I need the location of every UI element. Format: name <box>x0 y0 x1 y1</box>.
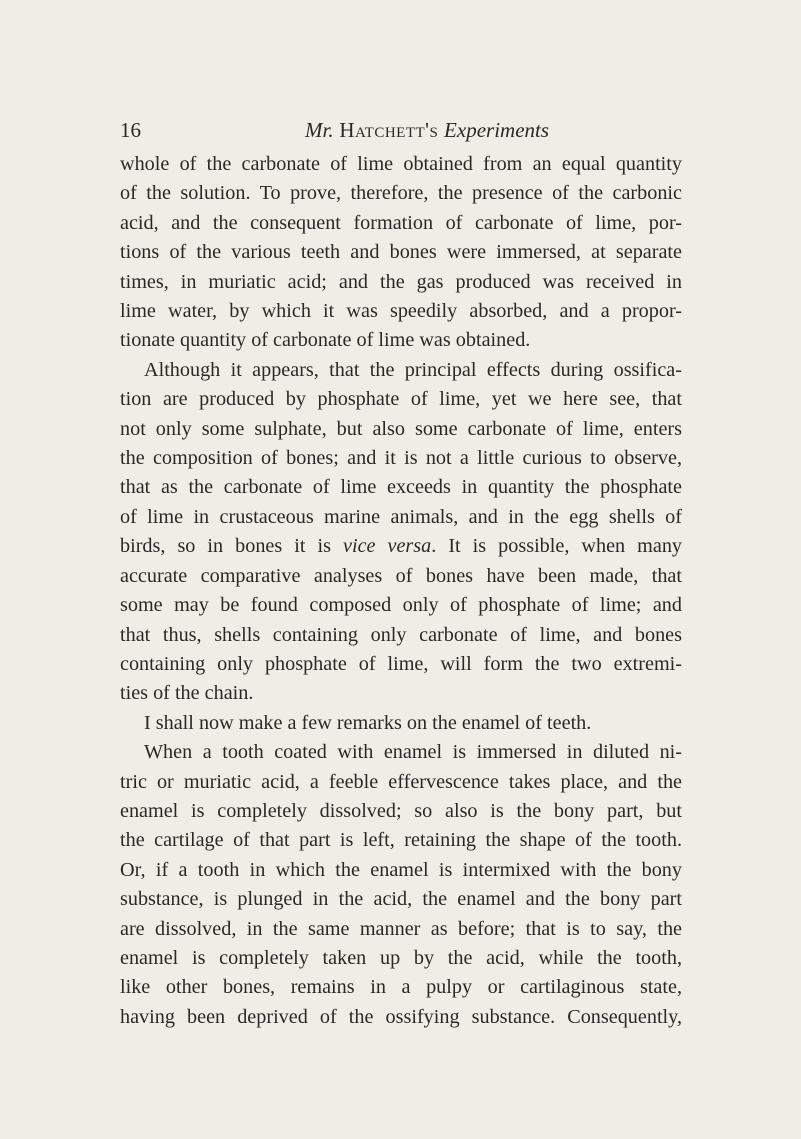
text-line: the cartilage of that part is left, retaining the shape of the tooth. <box>120 829 682 852</box>
text-line: When a tooth coated with enamel is immersed in diluted ni- <box>144 741 682 764</box>
text-line: of the solution. To prove, therefore, the presence of the carbonic <box>120 182 682 205</box>
text-line: I shall now make a few remarks on the enamel of teeth. <box>144 711 592 734</box>
text-line: not only some sulphate, but also some carbonate of lime, enters <box>120 417 682 440</box>
title-suffix: Experiments <box>444 118 550 142</box>
text-line: are dissolved, in the same manner as before; that is to say, the <box>120 917 682 940</box>
running-title <box>305 118 549 143</box>
text-line: that as the carbonate of lime exceeds in quantity the phosphate <box>120 476 682 499</box>
text-line: Or, if a tooth in which the enamel is intermixed with the bony <box>120 858 682 881</box>
text-segment: birds, so in bones it is <box>120 535 343 558</box>
text-line: having been deprived of the ossifying substance. Consequently, <box>120 1005 682 1028</box>
text-line: Although it appears, that the principal effects during ossifica- <box>144 358 682 381</box>
running-head <box>120 118 680 148</box>
text-line: ties of the chain. <box>120 682 254 705</box>
italic-phrase: vice versa <box>343 535 432 558</box>
text-line: tions of the various teeth and bones were immersed, at separate <box>120 241 682 264</box>
text-line: acid, and the consequent formation of carbonate of lime, por- <box>120 211 682 234</box>
text-segment: . It is possible, when many <box>431 535 683 558</box>
text-line: some may be found composed only of phosphate of lime; and <box>120 594 682 617</box>
title-prefix: Mr. <box>305 118 334 142</box>
title-name: Hatchett's <box>333 118 445 142</box>
page-number: 16 <box>120 118 141 142</box>
text-line: enamel is completely dissolved; so also is the bony part, but <box>120 799 682 822</box>
text-line: lime water, by which it was speedily absorbed, and a propor- <box>120 300 682 323</box>
text-line: tion are produced by phosphate of lime, yet we here see, that <box>120 388 682 411</box>
text-line: enamel is completely taken up by the acid, while the tooth, <box>120 946 682 969</box>
text-line: whole of the carbonate of lime obtained from an equal quantity <box>120 153 682 175</box>
text-line: that thus, shells containing only carbonate of lime, and bones <box>120 623 682 646</box>
text-line <box>120 532 682 561</box>
text-line: containing only phosphate of lime, will form the two extremi- <box>120 652 682 675</box>
text-line: like other bones, remains in a pulpy or cartilaginous state, <box>120 976 682 999</box>
text-line: times, in muriatic acid; and the gas produced was received in <box>120 270 682 293</box>
body-text <box>120 150 682 1032</box>
text-line: substance, is plunged in the acid, the enamel and the bony part <box>120 888 682 911</box>
text-line: of lime in crustaceous marine animals, and in the egg shells of <box>120 505 682 528</box>
text-line: tric or muriatic acid, a feeble effervescence takes place, and the <box>120 770 682 793</box>
text-line: accurate comparative analyses of bones have been made, that <box>120 564 682 587</box>
text-line: the composition of bones; and it is not a little curious to observe, <box>120 447 682 470</box>
text-line: tionate quantity of carbonate of lime was obtained. <box>120 329 531 352</box>
